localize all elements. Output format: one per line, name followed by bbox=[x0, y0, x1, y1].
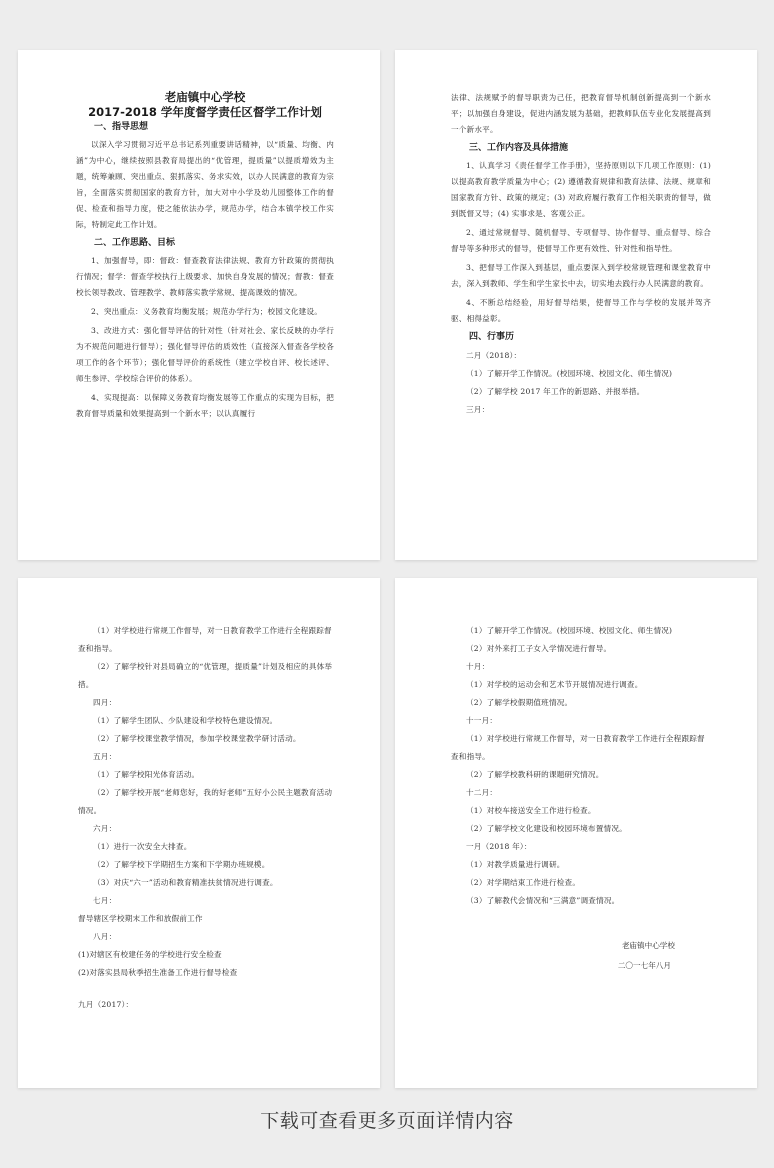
month-label: 十月： bbox=[466, 662, 490, 671]
month-label: 六月： bbox=[93, 824, 117, 833]
plan-title: 2017-2018 学年度督学责任区督学工作计划 bbox=[88, 105, 322, 119]
list-item: （1）了解学校阳光体育活动。 bbox=[93, 770, 200, 779]
paragraph: 1、加强督导，即：督政：督查教育法律法规、教育方针政策的贯彻执行情况；督学：督查学校执行上级要求、加快自身发展的情况；督教：督查校长领导教改、管理教学、教师落实教学常规、提高课效的情况。 bbox=[76, 256, 334, 297]
section-heading: 四、行事历 bbox=[469, 332, 515, 342]
paragraph: 1、认真学习《责任督学工作手册》，坚持原则以下几项工作原则：(1) 以提高教育教学质量为中心；(2) 遵循教育规律和教育法律、法规、规章和国家教育方针、政策的规定；(3) 对政府履行教育工作相关职责的督导，做到既督又导；(4) 实事求是、客观公正。 bbox=[451, 161, 711, 218]
paragraph: 2、通过常规督导、随机督导、专项督导、协作督导、重点督导、综合督导等多种形式的督导，使督导工作更有效性、针对性和指导性。 bbox=[451, 228, 711, 253]
paragraph: 2、突出重点：义务教育均衡发展；规范办学行为；校园文化建设。 bbox=[91, 307, 323, 316]
signature-date: 二〇一七年八月 bbox=[617, 961, 671, 970]
paragraph: 以深入学习贯彻习近平总书记系列重要讲话精神，以“质量、均衡、内涵”为中心，继续按照县教育局提出的“优管理，提质量”以提质增效为主题，统筹兼顾、突出重点、狠抓落实、务求实效，以办人民满意的教育为宗旨，全面落实贯彻国家的教育方针，加大对中小学及幼儿园整体工作的督促、检查和指导力度，使之能依法办学，规范办学，结合本镇学校工作实际，特制定此工作计划。 bbox=[76, 140, 334, 229]
month-label: 一月（2018 年）： bbox=[466, 842, 532, 851]
spacer bbox=[78, 982, 334, 996]
paragraph: 3、把督导工作深入到基层，重点要深入到学校常规管理和课堂教育中去，深入到教师、学生和学生家长中去，切实地去践行办人民满意的教育。 bbox=[451, 263, 711, 288]
list-item: （1）了解学生团队、少队建设和学校特色建设情况。 bbox=[93, 716, 278, 725]
section-heading: 三、工作内容及具体措施 bbox=[469, 143, 569, 153]
month-label: 四月： bbox=[93, 698, 117, 707]
list-item: （1）对学校进行常规工作督导，对一日教育教学工作进行全程跟踪督查和指导。 bbox=[78, 626, 332, 653]
download-prompt[interactable]: 下载可查看更多页面详情内容 bbox=[260, 1110, 514, 1132]
paragraph: 法律、法规赋予的督导职责为己任，把教育督导机制创新提高到一个新水平；以加强自身建设，促进内涵发展为基础，把教师队伍专业化发展提高到一个新水平。 bbox=[451, 93, 711, 134]
list-item: （2）了解学校下学期招生方案和下学期办班规模。 bbox=[93, 860, 270, 869]
school-name: 老庙镇中心学校 bbox=[164, 90, 246, 104]
list-item: （3）对庆“六一”活动和教育精准扶贫情况进行调查。 bbox=[93, 878, 278, 887]
list-item: （3）了解教代会情况和“三满意”调查情况。 bbox=[466, 896, 620, 905]
list-item: （2）了解学校课堂教学情况，参加学校课堂教学研讨活动。 bbox=[93, 734, 301, 743]
month-label: 五月： bbox=[93, 752, 117, 761]
list-item: （2）了解学校文化建设和校园环境布置情况。 bbox=[466, 824, 627, 833]
document-page-2 bbox=[395, 50, 757, 560]
list-item: （1）了解开学工作情况。(校园环境、校园文化、师生情况) bbox=[466, 626, 673, 635]
month-label: 十二月： bbox=[466, 788, 498, 797]
paragraph: 4、实现提高：以保障义务教育均衡发展等工作重点的实现为目标，把教育督导质量和效果提高到一个新水平；以认真履行 bbox=[76, 393, 334, 418]
month-label: 十一月： bbox=[466, 716, 498, 725]
list-item: （1）了解开学工作情况。(校园环境、校园文化、师生情况) bbox=[466, 369, 673, 378]
list-item: （1）对学校的运动会和艺术节开展情况进行调查。 bbox=[466, 680, 643, 689]
list-item: 督导辖区学校期末工作和放假前工作 bbox=[78, 914, 203, 923]
list-item: （2）了解学校 2017 年工作的新思路、并报举措。 bbox=[466, 387, 645, 396]
list-item: （2）了解学校假期值班情况。 bbox=[466, 698, 573, 707]
month-label: 八月： bbox=[93, 932, 117, 941]
list-item: （1）进行一次安全大排查。 bbox=[93, 842, 192, 851]
month-label: 七月： bbox=[93, 896, 117, 905]
month-label: 三月： bbox=[466, 405, 490, 414]
document-page-3 bbox=[18, 578, 380, 1088]
paragraph: 3、改进方式：强化督导评估的针对性（针对社会、家长反映的办学行为不规范问题进行督导）；强化督导评估的质效性（直接深入督查各学校各项工作的各个环节）；强化督导评价的系统性（建立学校自评、校长述评、师生参评、学校综合评价的体系）。 bbox=[76, 326, 334, 383]
list-item: （1）对教学质量进行调研。 bbox=[466, 860, 565, 869]
month-label: 九月（2017）： bbox=[78, 1000, 134, 1009]
list-item: (1)对辖区有校建任务的学校进行安全检查 bbox=[78, 950, 222, 959]
list-item: （1）对校车接送安全工作进行检查。 bbox=[466, 806, 596, 815]
document-page-4 bbox=[395, 578, 757, 1088]
paragraph: 4、不断总结经验，用好督导结果，使督导工作与学校的发展并驾齐驱、相得益彰。 bbox=[451, 298, 711, 323]
list-item: （2）对外来打工子女入学情况进行督导。 bbox=[466, 644, 612, 653]
section-heading: 二、工作思路、目标 bbox=[94, 238, 176, 248]
list-item: （2）了解学校开展“老师您好，我的好老师”五好小公民主题教育活动情况。 bbox=[78, 788, 333, 815]
section-heading: 一、指导思想 bbox=[94, 122, 149, 132]
list-item: （2）了解学校针对县局确立的“优管理，提质量”计划及相应的具体举措。 bbox=[78, 662, 333, 689]
spacer bbox=[451, 910, 711, 936]
month-label: 二月（2018）： bbox=[466, 351, 522, 360]
list-item: （2）了解学校教科研的课题研究情况。 bbox=[466, 770, 604, 779]
document-page-1 bbox=[18, 50, 380, 560]
list-item: （1）对学校进行常规工作督导，对一日教育教学工作进行全程跟踪督查和指导。 bbox=[451, 734, 705, 761]
list-item: （2）对学期结束工作进行检查。 bbox=[466, 878, 581, 887]
signature-school: 老庙镇中心学校 bbox=[621, 941, 675, 950]
list-item: (2)对落实县局秋季招生准备工作进行督导检查 bbox=[78, 968, 238, 977]
